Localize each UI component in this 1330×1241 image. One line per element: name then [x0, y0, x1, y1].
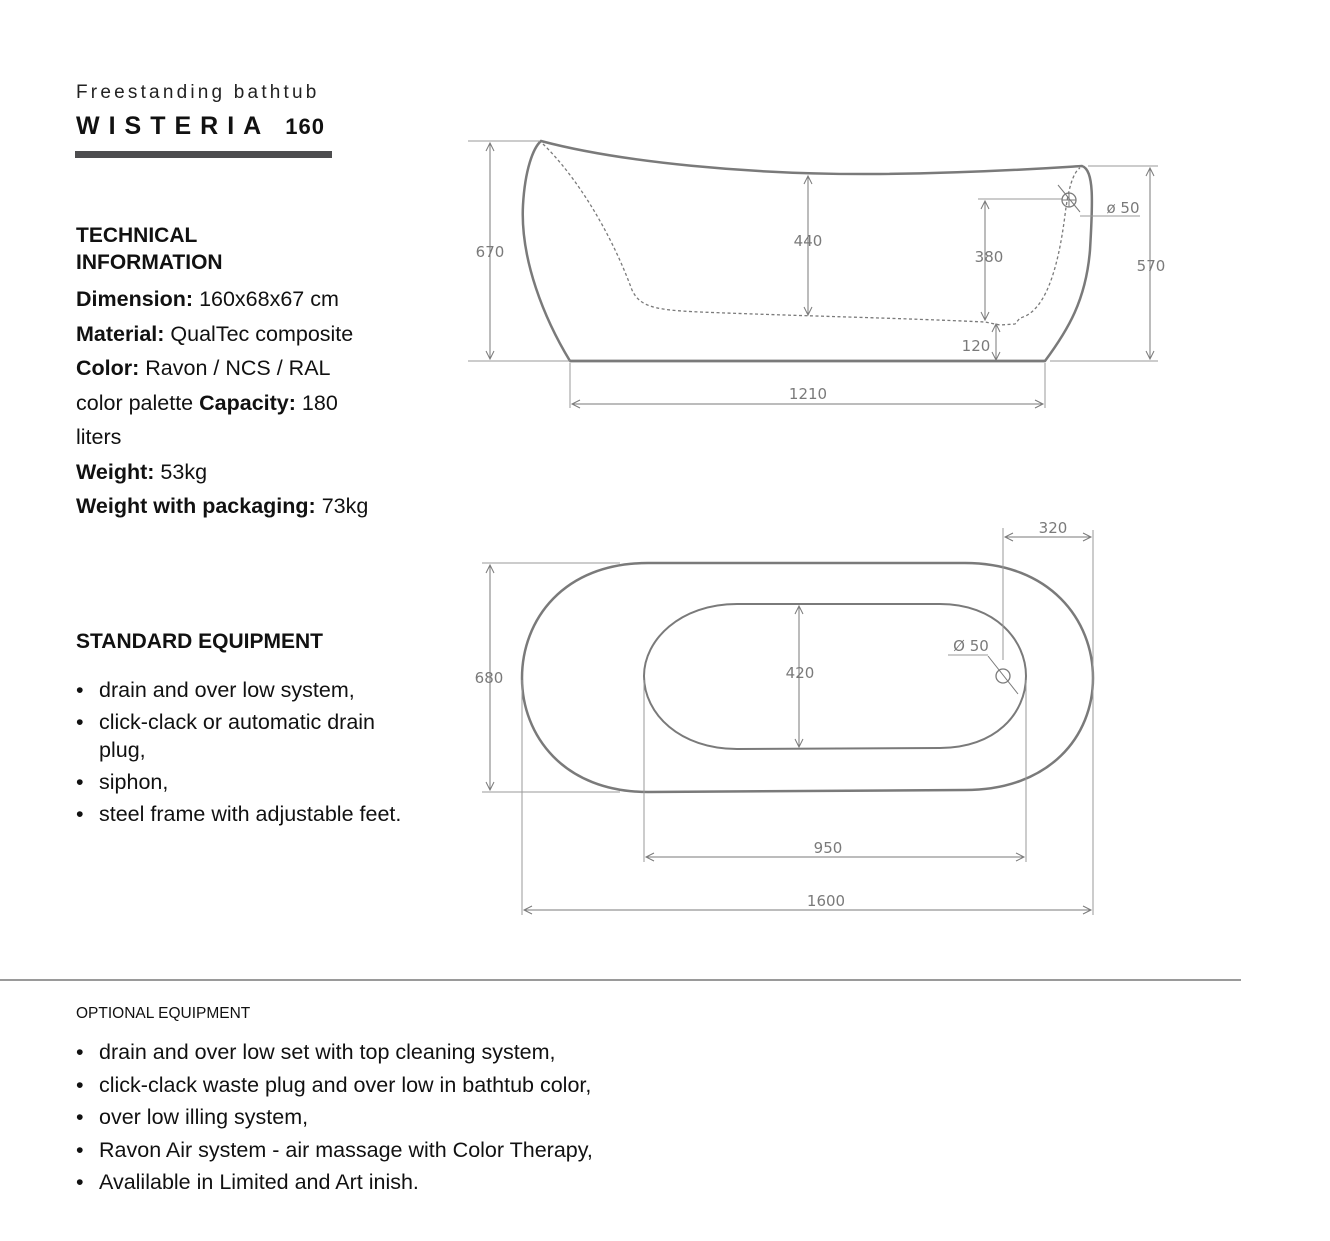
capacity-label: Capacity: [199, 390, 296, 415]
drain-diameter-label: Ø 50 [953, 637, 989, 655]
weight-packaging-value: 73kg [321, 494, 369, 518]
optional-equipment-heading: OPTIONAL EQUIPMENT [76, 1005, 251, 1022]
weight-packaging-label: Weight with packaging: [76, 494, 316, 518]
dim-120-label: 120 [961, 337, 991, 355]
standard-equipment-item: • click-clack or automatic drain plug, [76, 708, 406, 764]
dim-680-label: 680 [474, 669, 504, 687]
standard-equipment-item: • siphon, [76, 768, 406, 796]
optional-equipment-item: • Avalilable in Limited and Art inish. [76, 1166, 776, 1199]
weight-value: 53kg [160, 459, 208, 484]
dim-1600-label: 1600 [806, 892, 846, 910]
top-view-drawing [0, 500, 1330, 930]
standard-equipment-item: • drain and over low system, [76, 676, 406, 704]
optional-equipment-item: • click-clack waste plug and over low in bathtub color, [76, 1069, 776, 1102]
model-name: WISTERIA [76, 112, 270, 140]
dim-320-label: 320 [1038, 519, 1068, 537]
dimension-label: Dimension: [76, 287, 194, 311]
dim-380-label: 380 [974, 248, 1004, 266]
model-size: 160 [285, 114, 325, 139]
dim-440-label: 440 [793, 232, 823, 250]
side-view-drawing [0, 0, 1330, 460]
material-label: Material: [76, 321, 165, 346]
dim-420-label: 420 [785, 664, 815, 682]
optional-equipment-list [76, 1036, 776, 1199]
optional-equipment-item: • Ravon Air system - air massage with Color Therapy, [76, 1134, 776, 1167]
dimension-value: 160x68x67 cm [199, 287, 339, 311]
technical-heading-line1: TECHNICAL [76, 224, 198, 247]
standard-equipment-item: • steel frame with adjustable feet. [76, 800, 406, 828]
top-inner-basin [644, 604, 1026, 749]
technical-heading-line2: INFORMATION [76, 251, 223, 274]
overflow-diameter-label: ø 50 [1106, 199, 1140, 217]
standard-equipment-heading: STANDARD EQUIPMENT [76, 630, 323, 653]
product-subtitle: Freestanding bathtub [76, 82, 320, 103]
dim-950-label: 950 [813, 839, 843, 857]
dim-570-label: 570 [1136, 257, 1166, 275]
weight-label: Weight: [76, 459, 155, 484]
side-outline [523, 141, 1092, 361]
dim-670-label: 670 [475, 243, 505, 261]
capacity-value: 180 liters [76, 390, 338, 449]
section-divider [0, 979, 1241, 981]
optional-equipment-item: • over low illing system, [76, 1101, 776, 1134]
dim-1210-label: 1210 [788, 385, 828, 403]
material-value: QualTec composite [170, 321, 354, 346]
drain-leader [988, 656, 1018, 694]
color-label: Color: [76, 356, 140, 380]
color-value: Ravon / NCS / RAL color palette [76, 356, 330, 415]
optional-equipment-item: • drain and over low set with top cleaning system, [76, 1036, 776, 1069]
